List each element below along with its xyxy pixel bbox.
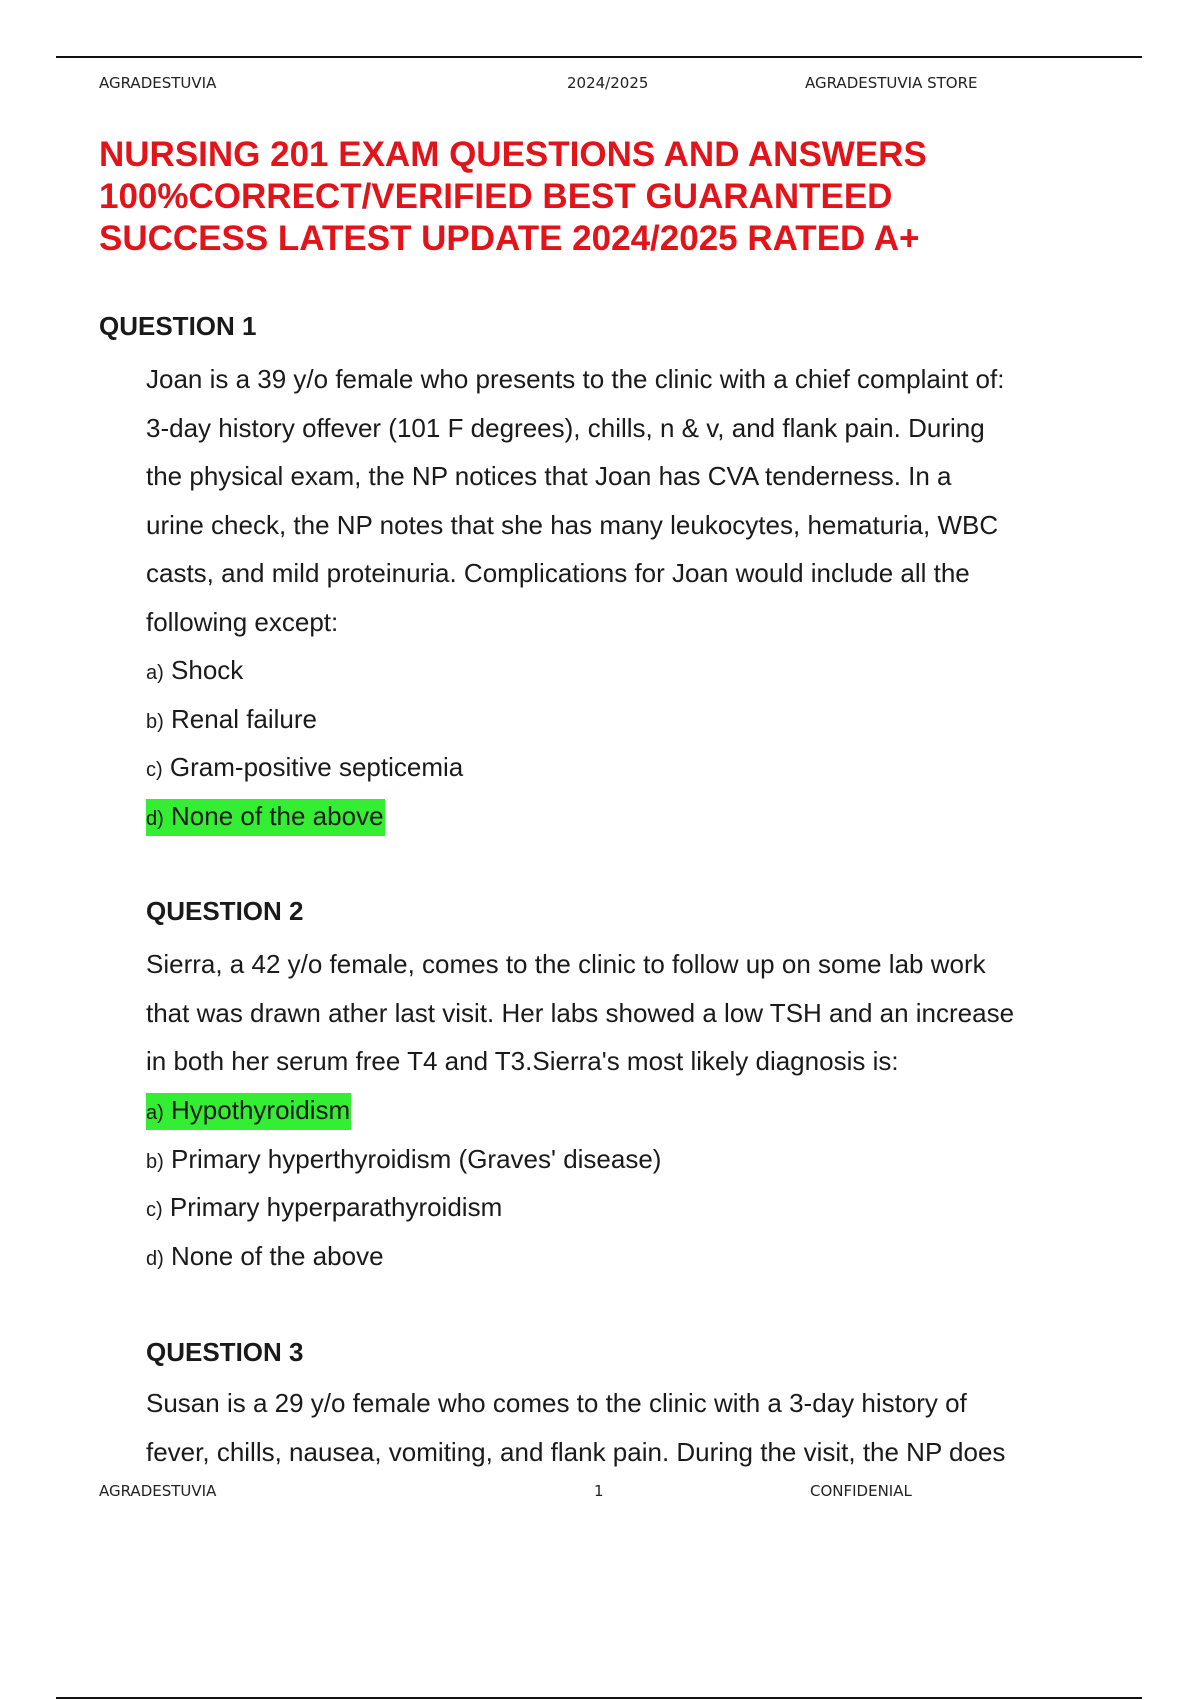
option-item-answer: d) None of the above: [146, 792, 464, 841]
question-3-text: Susan is a 29 y/o female who comes to the clinic with a 3-day history of fever, chills, nausea, vomiting, and flank pain. During the visit, the NP does: [146, 1388, 1006, 1467]
option-item: c) Primary hyperparathyroidism: [146, 1192, 503, 1222]
title-line: NURSING 201 EXAM QUESTIONS AND ANSWERS: [99, 135, 927, 174]
question-1-text: Joan is a 39 y/o female who presents to the clinic with a chief complaint of: 3-day history offever (101 F degrees), chills, n & v, and flank pain. During the physical exam, the NP notices that Joan has CVA tenderness. In a urine check, the NP notes that she has many leukocytes, hematuria, WBC casts, and mild proteinuria. Complications for Joan would include all the following except:: [146, 364, 1005, 637]
page-number: 1: [594, 1482, 604, 1500]
header-left: AGRADESTUVIA: [99, 74, 217, 92]
option-item: a) Shock: [146, 655, 244, 685]
option-item: c) Gram-positive septicemia: [146, 752, 464, 782]
document-title: [99, 134, 1099, 260]
header-right: AGRADESTUVIA STORE: [805, 74, 978, 92]
question-2-text: Sierra, a 42 y/o female, comes to the clinic to follow up on some lab work that was drawn ather last visit. Her labs showed a low TSH and an increase in both her serum free T4 and T3.Sierra's most likely diagnosis is:: [146, 949, 1015, 1076]
title-line: 100%CORRECT/VERIFIED BEST GUARANTEED: [99, 177, 893, 216]
top-rule: [56, 56, 1142, 58]
option-item-answer: a) Hypothyroidism: [146, 1086, 662, 1135]
question-1-heading: QUESTION 1: [99, 311, 257, 341]
option-item: d) None of the above: [146, 1240, 384, 1271]
header-center: 2024/2025: [567, 74, 649, 92]
question-3-heading: QUESTION 3: [146, 1337, 304, 1367]
bottom-rule: [56, 1697, 1142, 1699]
footer-left: AGRADESTUVIA: [99, 1482, 217, 1500]
question-2-heading: QUESTION 2: [146, 896, 304, 926]
title-line: SUCCESS LATEST UPDATE 2024/2025 RATED A+: [99, 219, 920, 258]
question-2-options: [146, 1086, 662, 1280]
footer-right: CONFIDENIAL: [810, 1482, 912, 1500]
option-item: b) Renal failure: [146, 703, 318, 734]
question-1-options: [146, 646, 464, 840]
option-item: b) Primary hyperthyroidism (Graves' disease): [146, 1143, 662, 1174]
